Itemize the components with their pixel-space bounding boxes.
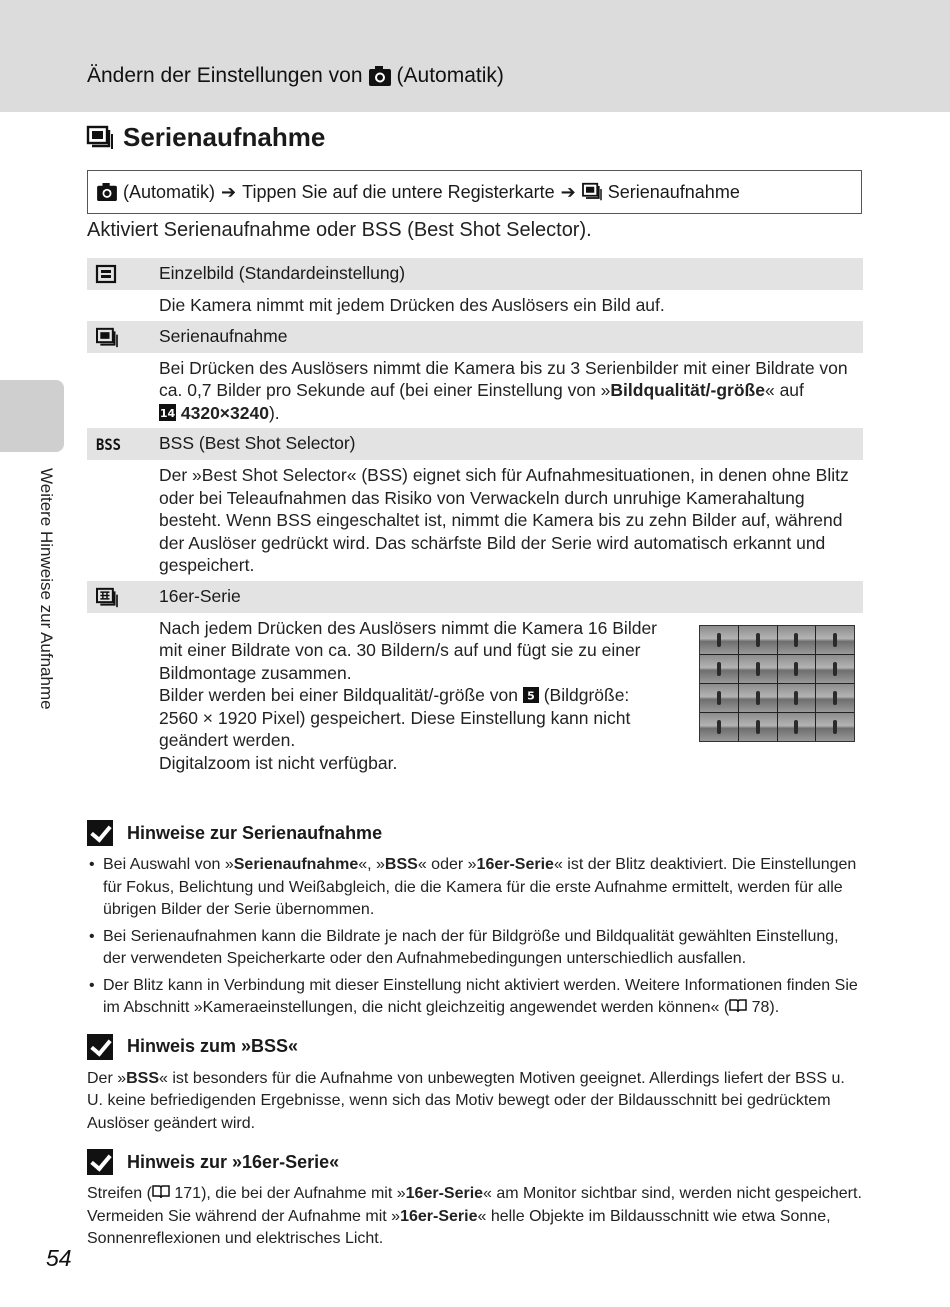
note-title-text: Hinweise zur Serienaufnahme <box>127 822 383 843</box>
mode-row-single <box>87 258 863 290</box>
image-size-icon <box>159 404 176 421</box>
header-title-prefix: Ändern der Einstellungen von <box>87 64 363 87</box>
continuous-shooting-icon <box>87 126 113 150</box>
text: ). <box>769 999 780 1016</box>
mode-row-16-shot <box>87 581 863 613</box>
text: Bei Serienaufnahmen kann die Bildrate je nach der für Bildgröße und Bildqualität gewählten Einstellung, der verwendeten Speicherkarte oder den Aufnahmebedingungen unterschiedlich ausfallen. <box>103 927 839 967</box>
path-step-3: Serienaufnahme <box>607 181 740 202</box>
mode-name: Serienaufnahme <box>159 325 288 346</box>
note-title <box>87 1034 862 1060</box>
text: Streifen ( <box>87 1185 152 1202</box>
mode-row-continuous <box>87 321 863 353</box>
header-band <box>0 0 950 112</box>
page-title <box>87 122 325 153</box>
text: Bei Auswahl von » <box>103 856 234 873</box>
mode-desc-part: (Bildgröße: 2560 × 1920 Pixel) gespeichert. Diese Einstellung kann nicht geändert werden. Digitalzoom ist nicht verfügbar. <box>159 685 631 773</box>
note-16-shot <box>87 1149 862 1251</box>
mode-desc-part: Bei Drücken des Auslösers nimmt die Kamera bis zu 3 Serienbilder mit einer Bildrate von ca. 0,7 Bilder pro Sekunde auf (bei einer Einstellung von » <box>159 357 848 400</box>
mode-desc-part: « auf <box>764 380 804 400</box>
note-title <box>87 1149 862 1175</box>
mode-description <box>87 353 863 429</box>
bold-text: Serienaufnahme <box>233 856 359 873</box>
mode-name: Einzelbild (Standardeinstellung) <box>159 263 406 283</box>
mode-description: Der »Best Shot Selector« (BSS) eignet sich für Aufnahmesituationen, in denen ohne Blitz oder bei Teleaufnahmen das Risiko von Verwackeln durch unruhige Kamerahaltung besteht. Wenn BSS eingeschaltet ist, nimmt die Kamera bis zu zehn Bilder auf, während der Auslöser gedrückt wird. Das schärfste Bild der Serie wird automatisch erkannt und gespeichert. <box>159 465 849 575</box>
text: « am Monitor sichtbar sind, werden nicht gespeichert. Vermeiden Sie während der Aufnahme mit » <box>87 1185 862 1225</box>
mode-desc-text <box>159 617 657 775</box>
mode-desc-bold: Bildqualität/-größe <box>610 380 765 400</box>
mode-table <box>87 258 863 778</box>
auto-camera-icon <box>369 66 391 86</box>
mode-name: BSS (Best Shot Selector) <box>159 433 356 453</box>
mode-description: Die Kamera nimmt mit jedem Drücken des Auslösers ein Bild auf. <box>159 295 665 315</box>
list-item <box>87 926 862 971</box>
note-list <box>87 854 862 1020</box>
text: ), die bei der Aufnahme mit » <box>201 1185 406 1202</box>
note-paragraph <box>87 1068 862 1136</box>
path-step-1: (Automatik) <box>123 181 216 202</box>
auto-camera-icon <box>97 183 117 201</box>
svg-text:5: 5 <box>527 689 535 703</box>
mode-row-bss <box>87 428 863 460</box>
bold-text: 16er-Serie <box>400 1207 478 1225</box>
continuous-icon <box>96 328 118 348</box>
checkmark-note-icon <box>87 820 113 846</box>
multi-shot-16-icon <box>96 588 118 608</box>
notes-section <box>87 820 862 1265</box>
arrow-icon: ➔ <box>560 181 576 202</box>
header-title <box>87 64 504 88</box>
note-title <box>87 820 862 846</box>
bold-text: BSS <box>126 1069 160 1087</box>
text: « oder » <box>417 856 477 873</box>
note-title-text: Hinweis zur »16er-Serie« <box>127 1151 340 1172</box>
checkmark-note-icon <box>87 1149 113 1175</box>
mode-desc-part: ). <box>268 402 280 423</box>
page-reference[interactable]: 171 <box>174 1185 202 1202</box>
book-reference-icon[interactable] <box>729 999 747 1013</box>
continuous-shooting-icon <box>582 183 602 201</box>
menu-path-box <box>87 170 862 214</box>
16-frame-montage-image <box>699 625 855 742</box>
checkmark-note-icon <box>87 1034 113 1060</box>
bss-icon <box>96 435 122 453</box>
mode-name: 16er-Serie <box>159 585 241 606</box>
bold-text: 16er-Serie <box>476 856 554 873</box>
text: Der » <box>87 1069 127 1087</box>
book-reference-icon[interactable] <box>152 1185 170 1199</box>
bold-text: 16er-Serie <box>405 1185 484 1202</box>
header-title-suffix: (Automatik) <box>396 64 504 87</box>
intro-text: Aktiviert Serienaufnahme oder BSS (Best Shot Selector). <box>87 219 592 241</box>
svg-text:14: 14 <box>159 406 176 420</box>
mode-description <box>87 613 863 779</box>
mode-desc-part: Nach jedem Drücken des Auslösers nimmt die Kamera 16 Bilder mit einer Bildrate von ca. 30 Bildern/s auf und fügt sie zu einer Bildmontage zusammen. Bilder werden bei einer Bildqualität/-größe von <box>159 617 657 705</box>
side-tab <box>0 380 64 452</box>
text: «, » <box>358 856 385 873</box>
note-paragraph <box>87 1183 862 1251</box>
bold-text: BSS <box>384 856 418 873</box>
page-title-text: Serienaufnahme <box>123 122 326 152</box>
single-frame-icon <box>96 265 116 283</box>
path-step-2: Tippen Sie auf die untere Registerkarte <box>242 181 555 202</box>
arrow-icon: ➔ <box>221 181 237 202</box>
text: « ist der Blitz deaktiviert. Die Einstellungen für Fokus, Belichtung und Weißabgleich, die die Kamera für die erste Aufnahme ermittelt, werden für alle übrigen Bilder der Serie übernommen. <box>103 856 857 918</box>
page-number: 54 <box>46 1245 72 1271</box>
page-reference[interactable]: 78 <box>751 999 770 1016</box>
mode-desc-size: 4320×3240 <box>180 402 269 423</box>
list-item <box>87 975 862 1020</box>
image-size-5m-icon <box>523 687 539 703</box>
side-tab-label: Weitere Hinweise zur Aufnahme <box>37 468 56 710</box>
svg-text:BSS: BSS <box>96 435 121 454</box>
note-title-text: Hinweis zum »BSS« <box>127 1036 299 1056</box>
list-item <box>87 854 862 922</box>
note-bss <box>87 1034 862 1136</box>
text: « helle Objekte im Bildausschnitt wie etwa Sonne, Sonnenreflexionen und elektrisches Licht. <box>87 1207 831 1247</box>
text: Der Blitz kann in Verbindung mit dieser Einstellung nicht aktiviert werden. Weitere Informationen finden Sie im Abschnitt »Kameraeinstellungen, die nicht gleichzeitig angewendet werden können« ( <box>103 976 858 1016</box>
note-continuous <box>87 820 862 1020</box>
text: « ist besonders für die Aufnahme von unbewegten Motiven geeignet. Allerdings liefert der BSS u. U. keine befriedigenden Ergebnisse, wenn sich das Motiv bewegt oder der Bildausschnitt bei gedrücktem Auslöser geändert wird. <box>87 1069 845 1132</box>
